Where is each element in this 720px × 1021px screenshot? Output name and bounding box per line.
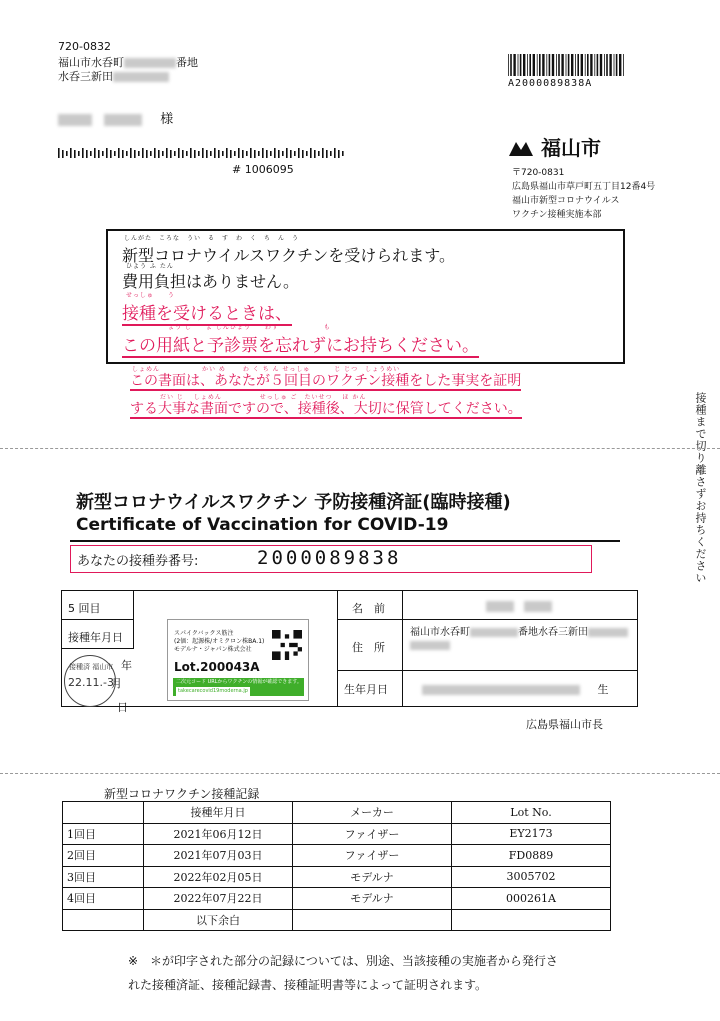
redacted-block — [470, 628, 518, 637]
certificate-title-en: Certificate of Vaccination for COVID-19 — [76, 515, 449, 535]
notice-line1: 新型コロナウイルスワクチンを受けられます。 — [122, 246, 455, 265]
barcode-bar — [529, 54, 531, 76]
record-maker: モデルナ — [293, 888, 452, 910]
sticker-product: スパイクバックス筋注 — [174, 630, 234, 637]
sticker-banner-url: takecarecovid19moderna.jp — [178, 688, 248, 694]
postal-bar — [198, 151, 200, 156]
postal-bar — [234, 151, 236, 156]
record-date: 2021年06月12日 — [144, 823, 293, 845]
postal-bar — [134, 150, 136, 158]
barcode-bar — [606, 54, 608, 76]
postal-bar — [158, 150, 160, 158]
barcode-bar — [614, 54, 615, 76]
barcode-bar — [539, 54, 541, 76]
record-maker: ファイザー — [293, 845, 452, 867]
postal-bar — [146, 150, 148, 158]
notice-line4-ruby: よう し よ しんひょう わす も — [168, 324, 331, 331]
postal-bar — [170, 150, 172, 158]
postal-bar — [294, 151, 296, 156]
postal-bar — [250, 148, 252, 158]
footnote-line2: れた接種済証、接種記録書、接種証明書等によって証明されます。 — [128, 978, 488, 992]
barcode-bar — [604, 54, 605, 76]
postal-bar — [238, 148, 240, 158]
mayor-signature: 広島県福山市長 — [526, 718, 603, 731]
barcode-bar — [552, 54, 554, 76]
notice-line4 — [122, 331, 479, 356]
address-label: 住 所 — [352, 641, 385, 654]
postal-bar — [286, 148, 288, 158]
barcode-bar — [594, 54, 595, 76]
postal-bar — [306, 151, 308, 156]
barcode-bar — [575, 54, 576, 76]
record-lot: EY2173 — [452, 823, 611, 845]
postal-bar — [114, 151, 116, 156]
barcode-bar — [510, 54, 512, 76]
date-label: 接種年月日 — [68, 631, 123, 644]
notice-line2: 費用負担はありません。 — [122, 272, 299, 291]
record-header: 接種年月日 — [144, 802, 293, 824]
postal-bar — [270, 151, 272, 156]
name-label: 名 前 — [352, 602, 385, 615]
recipient-postcode: 720-0832 — [58, 40, 111, 53]
barcode-bar — [566, 54, 567, 76]
address-suffix: 番地 — [176, 56, 198, 69]
postal-bar — [94, 148, 96, 158]
redacted-block — [486, 601, 514, 612]
barcode-bar — [585, 54, 586, 76]
postal-bar — [278, 150, 280, 158]
barcode-bar — [513, 54, 515, 76]
postal-bar — [118, 148, 120, 158]
sticker-banner — [173, 678, 304, 696]
address-value-line2 — [410, 638, 450, 651]
vaccination-record-table — [62, 801, 611, 931]
keep-notice-line1-text: この書面は、あなたが５回目のワクチン接種をした事実を証明 — [130, 373, 522, 389]
redacted-block — [104, 114, 142, 126]
notice-line3 — [122, 299, 292, 324]
postal-customer-barcode — [58, 148, 348, 158]
postal-bar — [182, 150, 184, 158]
postal-bar — [150, 151, 152, 156]
redacted-block — [422, 685, 580, 695]
barcode-bar — [537, 54, 538, 76]
sticker-banner-line1: 二次元コード URLからワクチンの情報が確認できます。 — [176, 679, 302, 685]
postal-bar — [282, 151, 284, 156]
table-row — [63, 888, 611, 910]
grid-line — [337, 670, 637, 671]
postal-bar — [242, 150, 244, 158]
sticker-maker: モデルナ・ジャパン株式会社 — [174, 646, 252, 653]
barcode-bar — [549, 54, 551, 76]
grid-line — [62, 648, 134, 649]
record-dose: 4回目 — [63, 888, 144, 910]
postal-bar — [214, 148, 216, 158]
postal-bar — [138, 151, 140, 156]
sender-office-line1: 福山市新型コロナウイルス — [512, 196, 620, 206]
postal-bar — [130, 148, 132, 158]
record-dose: 2回目 — [63, 845, 144, 867]
barcode-bar — [542, 54, 544, 76]
record-header: メーカー — [293, 802, 452, 824]
postal-bar — [190, 148, 192, 158]
notice-line3-ruby: せっしゅ う — [126, 292, 175, 299]
record-date: 2021年07月03日 — [144, 845, 293, 867]
grid-line — [337, 591, 338, 706]
barcode-bar — [597, 54, 599, 76]
sticker-lot: Lot.200043A — [174, 660, 260, 674]
redacted-block — [58, 114, 92, 126]
postal-bar — [314, 150, 316, 158]
postal-bar — [154, 148, 156, 158]
postal-bar — [266, 150, 268, 158]
ticket-number-box — [70, 545, 592, 573]
barcode-bar — [619, 54, 621, 76]
dose-label: 5 回目 — [68, 602, 101, 615]
postal-bar — [342, 151, 344, 156]
postal-bar — [66, 151, 68, 156]
table-row — [63, 909, 611, 931]
postal-bar — [302, 150, 304, 158]
postal-bar — [254, 150, 256, 158]
honorific: 様 — [160, 112, 174, 127]
record-title: 新型コロナワクチン接種記録 — [104, 787, 260, 801]
record-header-row — [63, 802, 611, 824]
postal-bar — [218, 150, 220, 158]
perforation-line — [0, 773, 720, 774]
record-dose: 3回目 — [63, 866, 144, 888]
postal-bar — [70, 148, 72, 158]
postal-bar — [86, 150, 88, 158]
keep-notice-line1-ruby: しょめん かい め わ く ち ん せっしゅ じ じつ しょうめい — [132, 366, 401, 373]
notice-box — [106, 229, 625, 364]
barcode-bar — [558, 54, 560, 76]
postal-bar — [246, 151, 248, 156]
table-row — [63, 823, 611, 845]
barcode-bar — [508, 54, 509, 76]
notice-line3-text: 接種を受けるときは、 — [122, 304, 292, 324]
month-label: 月 — [111, 677, 122, 690]
record-lot: 000261A — [452, 888, 611, 910]
postal-bar — [74, 150, 76, 158]
postal-bar — [202, 148, 204, 158]
barcode-bar — [546, 54, 547, 76]
sequence-number: # 1006095 — [232, 163, 294, 176]
barcode-bar — [623, 54, 624, 76]
postal-bar — [226, 148, 228, 158]
ticket-number-label: あなたの接種券番号: — [77, 554, 199, 569]
postal-bar — [210, 151, 212, 156]
record-empty — [452, 909, 611, 931]
redacted-block — [113, 72, 169, 82]
postal-bar — [102, 151, 104, 156]
postal-bar — [338, 150, 340, 158]
address-value — [410, 623, 628, 638]
redacted-block — [124, 58, 176, 68]
side-instruction: 接種まで切り離さずお持ちください — [694, 392, 707, 584]
barcode-bar — [561, 54, 563, 76]
redacted-block — [524, 601, 552, 612]
stamp-top-text: 接種済 福山市 — [69, 663, 114, 671]
postal-bar — [322, 148, 324, 158]
record-dose: 1回目 — [63, 823, 144, 845]
address-value-prefix: 福山市水呑町 — [410, 627, 470, 638]
table-row — [63, 866, 611, 888]
dob-suffix: 生 — [597, 683, 609, 696]
keep-notice-line1 — [130, 370, 521, 390]
dob-label: 生年月日 — [344, 683, 388, 696]
address-prefix: 福山市水呑町 — [58, 56, 124, 69]
postal-bar — [290, 150, 292, 158]
barcode-number: A2000089838A — [508, 78, 593, 89]
notice-line4-text: この用紙と予診票を忘れずにお持ちください。 — [122, 336, 479, 356]
postal-bar — [310, 148, 312, 158]
recipient-name — [58, 108, 173, 127]
sticker-text — [174, 630, 264, 654]
postal-bar — [58, 148, 60, 158]
redacted-block — [410, 641, 450, 650]
barcode-bar — [590, 54, 592, 76]
barcode-bar — [616, 54, 618, 76]
recipient-address-line2 — [58, 68, 169, 84]
city-logo-text: 福山市 — [540, 136, 601, 160]
postal-bar — [186, 151, 188, 156]
record-dose — [63, 909, 144, 931]
name-value — [486, 599, 552, 612]
postal-bar — [258, 151, 260, 156]
notice-line1-ruby: しんがた ころな うい る す わ く ち ん う — [124, 235, 300, 242]
postal-bar — [326, 150, 328, 158]
record-maker: ファイザー — [293, 823, 452, 845]
postal-bar — [298, 148, 300, 158]
keep-notice-line2-text: する大事な書面ですので、接種後、大切に保管してください。 — [130, 401, 522, 417]
barcode-bar — [571, 54, 573, 76]
vaccine-lot-sticker — [167, 619, 309, 701]
postal-bar — [82, 148, 84, 158]
postal-bar — [90, 151, 92, 156]
barcode-graphic — [508, 54, 626, 76]
dob-value — [422, 681, 609, 697]
keep-notice-line2-ruby: だい じ しょめん せっしゅ ご たいせつ ほ かん — [160, 394, 367, 401]
postal-bar — [78, 151, 80, 156]
address-line2-text: 水呑三新田 — [58, 70, 113, 83]
sticker-variant: (2価：起源株/オミクロン株BA.1) — [174, 638, 265, 645]
record-lot: 3005702 — [452, 866, 611, 888]
barcode-bar — [581, 54, 583, 76]
sender-address: 広島県福山市草戸町五丁目12番4号 — [512, 182, 656, 192]
barcode-bar — [577, 54, 579, 76]
day-label: 日 — [117, 701, 128, 714]
postal-bar — [166, 148, 168, 158]
city-logo — [508, 132, 601, 161]
barcode-bar — [527, 54, 528, 76]
sender-office-line2: ワクチン接種実施本部 — [512, 210, 602, 220]
qr-code-icon — [272, 630, 302, 660]
barcode-bar — [568, 54, 570, 76]
barcode-bar — [520, 54, 522, 76]
record-header: Lot No. — [452, 802, 611, 824]
title-rule — [70, 540, 620, 542]
postal-bar — [274, 148, 276, 158]
postal-bar — [318, 151, 320, 156]
record-lot: FD0889 — [452, 845, 611, 867]
postal-bar — [222, 151, 224, 156]
address-value-mid: 番地水呑三新田 — [518, 627, 588, 638]
record-header — [63, 802, 144, 824]
postal-bar — [98, 150, 100, 158]
notice-line2-ruby: ひよう ふ たん — [126, 263, 174, 270]
barcode-bar — [600, 54, 602, 76]
postal-bar — [110, 150, 112, 158]
table-row — [63, 845, 611, 867]
barcode-bar — [523, 54, 525, 76]
postal-bar — [230, 150, 232, 158]
barcode-bar — [609, 54, 611, 76]
postal-bar — [194, 150, 196, 158]
stamp-date: 22.11.-3 — [68, 676, 114, 689]
perforation-line — [0, 448, 720, 449]
keep-notice-line2 — [130, 398, 522, 418]
sender-info — [512, 166, 655, 222]
postal-bar — [174, 151, 176, 156]
ticket-number: 2000089838 — [257, 547, 402, 569]
grid-line — [62, 619, 134, 620]
certificate-title-ja: 新型コロナウイルスワクチン 予防接種済証(臨時接種) — [76, 492, 511, 513]
city-emblem-icon — [508, 139, 534, 157]
vaccination-date-stamp — [64, 655, 116, 707]
barcode-bar — [533, 54, 535, 76]
postal-bar — [206, 150, 208, 158]
barcode-bar — [556, 54, 557, 76]
barcode-bar — [587, 54, 589, 76]
record-remainder: 以下余白 — [144, 909, 293, 931]
footnote-line1: ※ ＊が印字された部分の記録については、別途、当該接種の実施者から発行さ — [128, 954, 558, 968]
postal-bar — [262, 148, 264, 158]
record-date: 2022年02月05日 — [144, 866, 293, 888]
postal-bar — [106, 148, 108, 158]
postal-bar — [178, 148, 180, 158]
postal-bar — [334, 148, 336, 158]
postal-bar — [126, 151, 128, 156]
postal-bar — [62, 150, 64, 158]
postal-bar — [162, 151, 164, 156]
sender-postcode: 〒720-0831 — [512, 168, 565, 178]
record-date: 2022年07月22日 — [144, 888, 293, 910]
year-label: 年 — [121, 659, 132, 672]
grid-line — [402, 591, 403, 706]
redacted-block — [588, 628, 628, 637]
record-empty — [293, 909, 452, 931]
postal-bar — [330, 151, 332, 156]
postal-bar — [122, 150, 124, 158]
postal-bar — [142, 148, 144, 158]
record-maker: モデルナ — [293, 866, 452, 888]
certificate-table — [61, 590, 638, 714]
grid-line — [337, 619, 637, 620]
barcode-bar — [518, 54, 519, 76]
